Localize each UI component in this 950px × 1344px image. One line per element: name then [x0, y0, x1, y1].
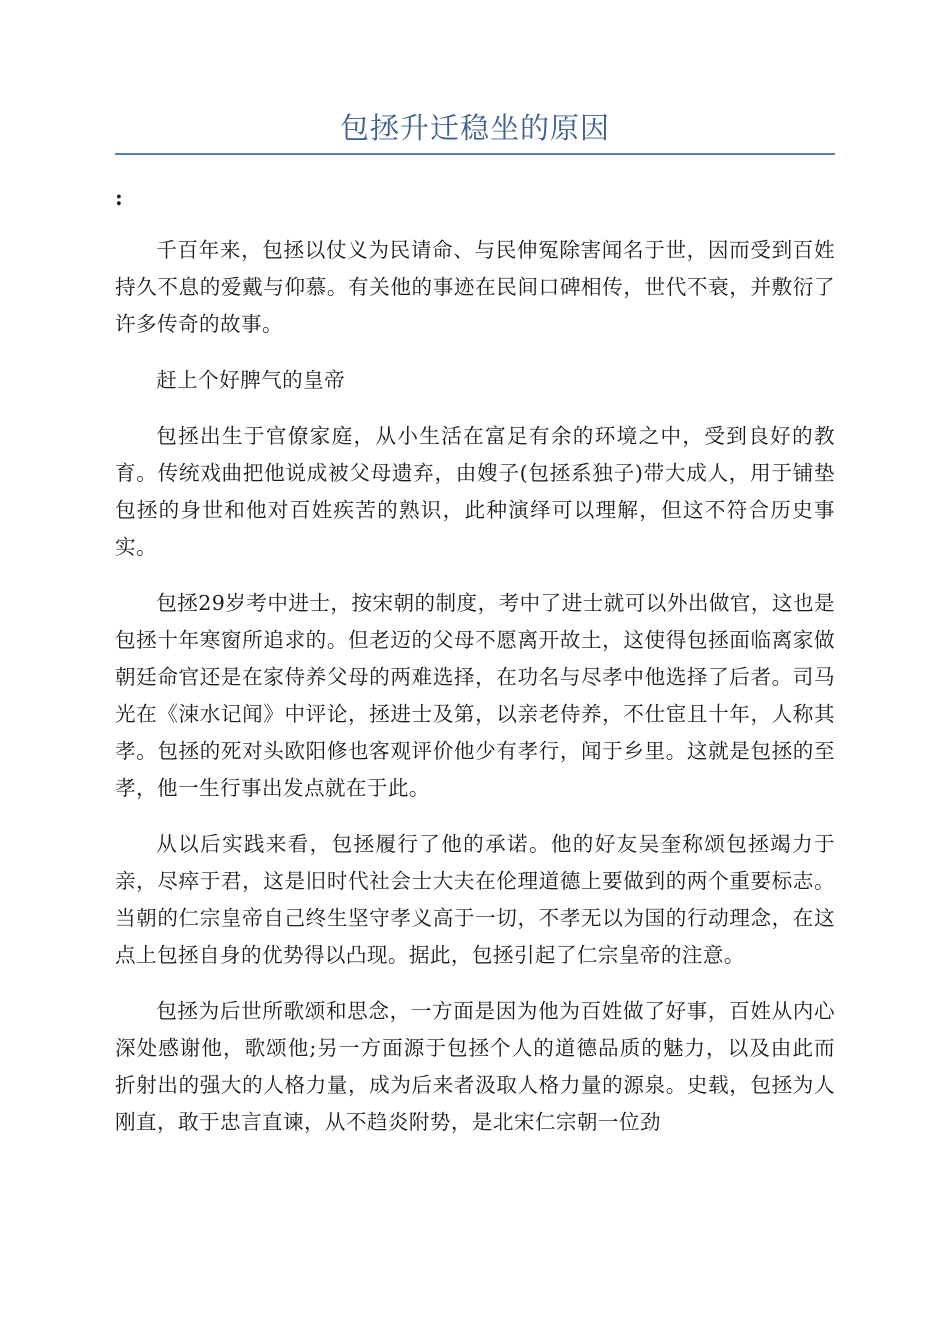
paragraph-promise: 从以后实践来看，包拯履行了他的承诺。他的好友吴奎称颂包拯竭力于亲，尽瘁于君，这是旧时代社会士大夫在伦理道德上要做到的两个重要标志。当朝的仁宗皇帝自己终生坚守孝义高于一切，不孝无以为国的行动理念，在这点上包拯自身的优势得以凸现。据此，包拯引起了仁宗皇帝的注意。: [115, 832, 835, 967]
section-heading: 赶上个好脾气的皇帝: [156, 368, 346, 392]
title-underline: [115, 153, 835, 155]
paragraph-intro: 千百年来，包拯以仗义为民请命、与民伸冤除害闻名于世，因而受到百姓持久不息的爱戴与仰慕。有关他的事迹在民间口碑相传，世代不衰，并敷衍了许多传奇的故事。: [115, 238, 835, 336]
paragraph-family-background: 包拯出生于官僚家庭，从小生活在富足有余的环境之中，受到良好的教育。传统戏曲把他说成被父母遗弃，由嫂子(包拯系独子)带大成人，用于铺垫包拯的身世和他对百姓疾苦的熟识，此种演绎可以理解，但这不符合历史事实。: [115, 424, 835, 559]
paragraph-filial-piety: 包拯29岁考中进士，按宋朝的制度，考中了进士就可以外出做官，这也是包拯十年寒窗所追求的。但老迈的父母不愿离开故土，这使得包拯面临离家做朝廷命官还是在家侍养父母的两难选择，在功名与尽孝中他选择了后者。司马光在《涑水记闻》中评论，拯进士及第，以亲老侍养，不仕宦且十年，人称其孝。包拯的死对头欧阳修也客观评价他少有孝行，闻于乡里。这就是包拯的至孝，他一生行事出发点就在于此。: [115, 591, 835, 800]
document-body: [115, 232, 835, 1160]
paragraph-legacy: 包拯为后世所歌颂和思念，一方面是因为他为百姓做了好事，百姓从内心深处感谢他，歌颂他;另一方面源于包拯个人的道德品质的魅力，以及由此而折射出的强大的人格力量，成为后来者汲取人格力量的源泉。史载，包拯为人刚直，敢于忠言直谏，从不趋炎附势，是北宋仁宗朝一位劲: [115, 999, 835, 1134]
document-title: 包拯升迁稳坐的原因: [339, 111, 610, 145]
colon-marker: :: [115, 185, 123, 210]
